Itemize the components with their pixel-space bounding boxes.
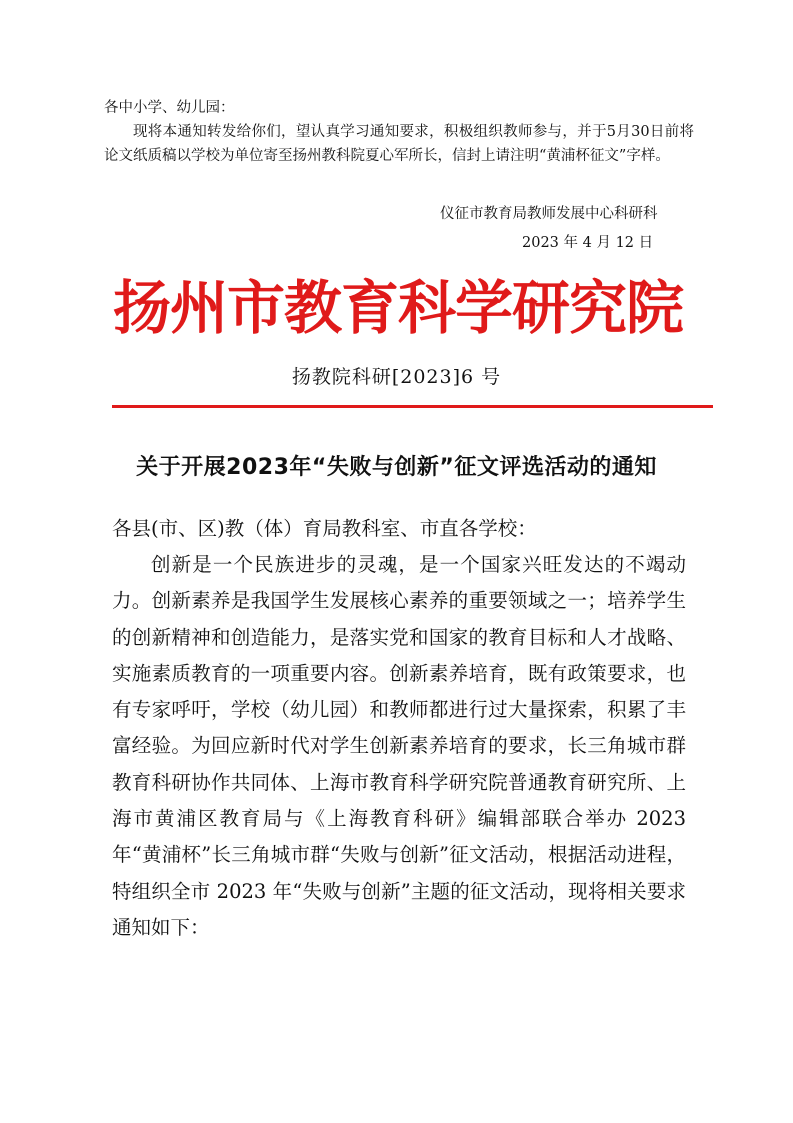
forward-issuer: 仪征市教育局教师发展中心科研科 [440, 206, 658, 222]
notice-salutation: 各县(市、区)教（体）育局教科室、市直各学校： [112, 517, 537, 540]
forward-date: 2023 年 4 月 12 日 [522, 235, 654, 251]
notice-title: 关于开展2023年“失败与创新”征文评选活动的通知 [136, 455, 657, 480]
forward-body: 现将本通知转发给你们，望认真学习通知要求，积极组织教师参与，并于5月30日前将论文纸质稿以学校为单位寄至扬州教科院夏心军所长，信封上请注明“黄浦杯征文”字样。 [104, 124, 694, 164]
forward-notice [104, 96, 694, 168]
red-divider-line [112, 405, 713, 408]
masthead-org-name: 扬州市教育科学研究院 [112, 274, 683, 342]
notice-paragraph: 创新是一个民族进步的灵魂，是一个国家兴旺发达的不竭动力。创新素养是我国学生发展核心素养的重要领域之一；培养学生的创新精神和创造能力，是落实党和国家的教育目标和人才战略、实施素质教育的一项重要内容。创新素养培育，既有政策要求，也有专家呼吁，学校（幼儿园）和教师都进行过大量探索，积累了丰富经验。为回应新时代对学生创新素养培育的要求，长三角城市群教育科研协作共同体、上海市教育科学研究院普通教育研究所、上海市黄浦区教育局与《上海教育科研》编辑部联合举办 2023 年“黄浦杯”长三角城市群“失败与创新”征文活动，根据活动进程，特组织全市 2023 年“失败与创新”主题的征文活动，现将相关要求通知如下： [112, 553, 686, 939]
forward-salutation: 各中小学、幼儿园： [104, 100, 235, 116]
notice-body [112, 547, 686, 946]
document-number: 扬教院科研[2023]6 号 [291, 366, 502, 388]
